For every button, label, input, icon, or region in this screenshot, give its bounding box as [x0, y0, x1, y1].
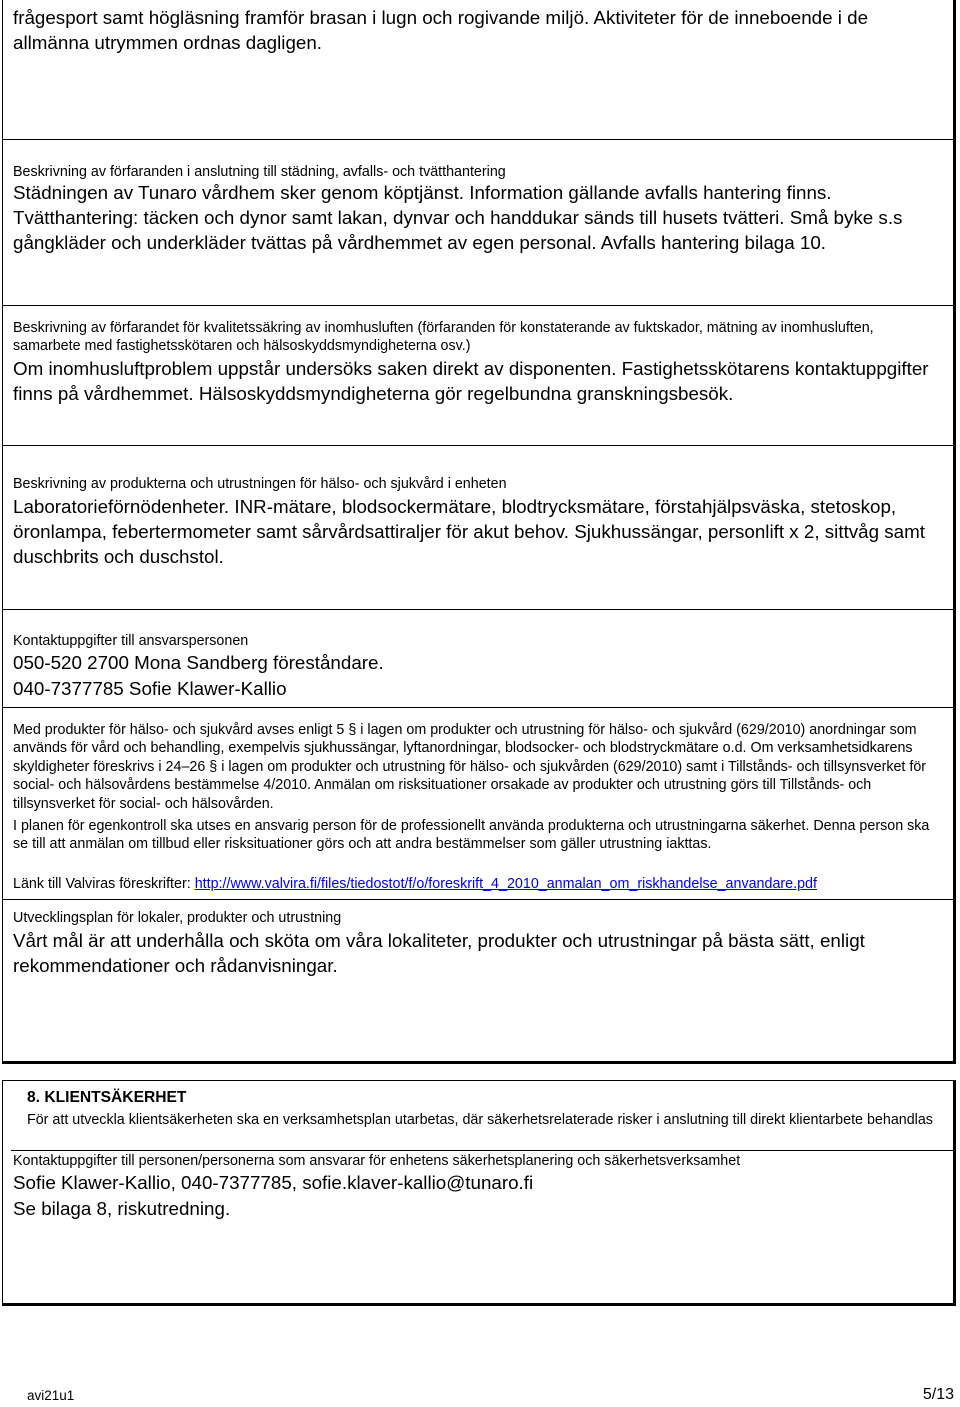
- client-safety-contact-line-1: Sofie Klawer-Kallio, 040-7377785, sofie.klaver-kallio@tunaro.fi: [13, 1172, 534, 1193]
- divider: [3, 899, 953, 900]
- legal-text-2: I planen för egenkontroll ska utses en ansvarig person för de professionellt använda produkterna och utrustningarna säkerhet. Denna person ska se till att anmälan om tillbud eller risksituationer görs och att andra bestämmelser som gäller utrustning iakttas.: [13, 818, 930, 853]
- client-safety-contact-line-2: Se bilaga 8, riskutredning.: [13, 1198, 231, 1219]
- cleaning-text: Städningen av Tunaro vårdhem sker genom köptjänst. Information gällande avfalls hantering finns. Tvätthantering: täcken och dynor samt lakan, dynvar och handdukar sänds till husets tvätteri. Små byke s.s gångkläder och underkläder tvättas på vårdhemmet av egen personal. Avfalls hantering bilaga 10.: [13, 182, 903, 254]
- footer-doc-id: avi21u1: [27, 1388, 75, 1403]
- contact-line-1: 050-520 2700 Mona Sandberg föreståndare.: [13, 652, 384, 673]
- client-safety-intro: För att utveckla klientsäkerheten ska en verksamhetsplan utarbetas, där säkerhetsrelaterade risker i anslutning till direkt klientarbete behandlas: [27, 1112, 933, 1128]
- section-heading: 8. KLIENTSÄKERHET: [27, 1089, 187, 1106]
- cleaning-label: Beskrivning av förfaranden i anslutning till städning, avfalls- och tvätthantering: [13, 164, 506, 180]
- contact-line-2: 040-7377785 Sofie Klawer-Kallio: [13, 678, 287, 699]
- valvira-link-label: Länk till Valviras föreskrifter:: [13, 876, 195, 892]
- divider: [3, 139, 953, 140]
- footer-page-number: 5/13: [922, 1386, 954, 1403]
- products-label: Beskrivning av produkterna och utrustningen för hälso- och sjukvård i enheten: [13, 476, 507, 492]
- plan-text: Vårt mål är att underhålla och sköta om våra lokaliteter, produkter och utrustningar på bästa sätt, enligt rekommendationer och rådanvisningar.: [13, 930, 865, 977]
- intro-text: frågesport samt högläsning framför brasan i lugn och rogivande miljö. Aktiviteter för de inneboende i de allmänna utrymmen ordnas dagligen.: [13, 7, 869, 54]
- client-safety-frame: [2, 1080, 956, 1306]
- plan-label: Utvecklingsplan för lokaler, produkter och utrustning: [13, 910, 342, 926]
- contact-label: Kontaktuppgifter till ansvarspersonen: [13, 633, 249, 649]
- products-text: Laboratorieförnödenheter. INR-mätare, blodsockermätare, blodtrycksmätare, förstahjälpsväska, stetoskop, öronlampa, febertermometer samt sårvårdsattiraljer för akut behov. Sjukhussängar, personlift x 2, sittvåg samt duschbrits och duschstol.: [13, 496, 925, 568]
- air-label: Beskrivning av förfarandet för kvalitetssäkring av inomhusluften (förfaranden för konstaterande av fuktskador, mätning av inomhusluften, samarbete med fastighetsskötaren och hälsoskyddsmyndigheterna osv.): [13, 320, 874, 355]
- divider: [3, 445, 953, 446]
- client-safety-contact-label: Kontaktuppgifter till personen/personerna som ansvarar för enhetens säkerhetsplanering och säkerhetsverksamhet: [13, 1153, 741, 1169]
- divider: [3, 305, 953, 306]
- form-frame-main: [2, 0, 956, 1064]
- divider: [3, 609, 953, 610]
- air-text: Om inomhusluftproblem uppstår undersöks saken direkt av disponenten. Fastighetsskötarens kontaktuppgifter finns på vårdhemmet. Hälsoskyddsmyndigheterna gör regelbundna granskningsbesök.: [13, 358, 929, 405]
- valvira-link-row: [13, 875, 939, 893]
- valvira-link[interactable]: http://www.valvira.fi/files/tiedostot/f/o/foreskrift_4_2010_anmalan_om_riskhandelse_anvandare.pdf: [194, 876, 817, 892]
- divider: [11, 1150, 953, 1151]
- legal-text: Med produkter för hälso- och sjukvård avses enligt 5 § i lagen om produkter och utrustning för hälso- och sjukvård (629/2010) anordningar som används för vård och behandling, exempelvis sjukhussängar, lyftanordningar, blodsocker- och blodstryckmätare o.d. Om verksamhetsidkarens skyldigheter föreskrivs i 24–26 § i lagen om produkter och utrustning för hälso- och sjukvården (629/2010) samt i Tillstånds- och tillsynsverket för social- och hälsovårdens bestämmelse 4/2010. Anmälan om risksituationer orsakade av produkter och utrustning görs till Tillstånds- och tillsynsverket för social- och hälsovården.: [13, 722, 927, 812]
- divider: [3, 707, 953, 708]
